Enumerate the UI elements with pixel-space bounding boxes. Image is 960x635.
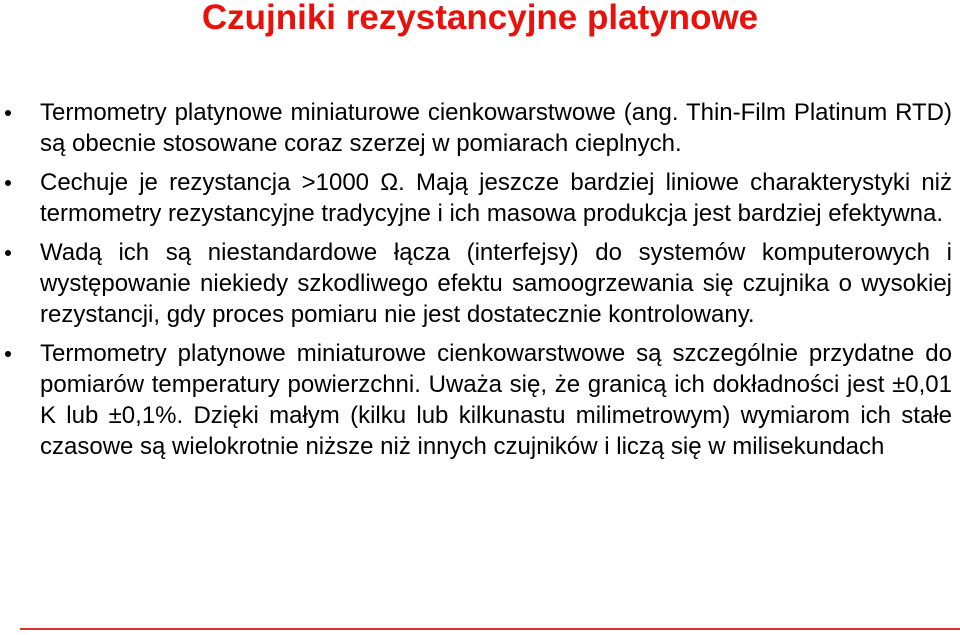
bullet-dot-icon — [5, 250, 11, 256]
bullet-text: Cechuje je rezystancja >1000 Ω. Mają jeszcze bardziej liniowe charakterystyki niż termometry rezystancyjne tradycyjne i ich masowa produkcja jest bardziej efektywna. — [40, 169, 952, 227]
bottom-divider — [20, 628, 960, 630]
bullet-dot-icon — [5, 351, 11, 357]
bullet-dot-icon — [5, 180, 11, 186]
bullet-text: Wadą ich są niestandardowe łącza (interfejsy) do systemów komputerowych i występowanie niekiedy szkodliwego efektu samoogrzewania się czujnika o wysokiej rezystancji, gdy proces pomiaru nie jest dostatecznie kontrolowany. — [40, 239, 952, 328]
bullet-item — [40, 97, 952, 159]
bullet-item — [40, 167, 952, 229]
slide-title: Czujniki rezystancyjne platynowe — [201, 0, 759, 37]
bullet-dot-icon — [5, 110, 11, 116]
bullet-text: Termometry platynowe miniaturowe cienkowarstwowe (ang. Thin-Film Platinum RTD) są obecnie stosowane coraz szerzej w pomiarach cieplnych. — [40, 99, 952, 157]
bullet-list — [40, 97, 952, 470]
bullet-text: Termometry platynowe miniaturowe cienkowarstwowe są szczególnie przydatne do pomiarów temperatury powierzchni. Uważa się, że granicą ich dokładności jest ±0,01 K lub ±0,1%. Dzięki małym (kilku lub kilkunastu milimetrowym) wymiarom ich stałe czasowe są wielokrotnie niższe niż innych czujników i liczą się w milisekundach — [40, 340, 952, 460]
bullet-item — [40, 338, 952, 462]
bullet-item — [40, 237, 952, 330]
